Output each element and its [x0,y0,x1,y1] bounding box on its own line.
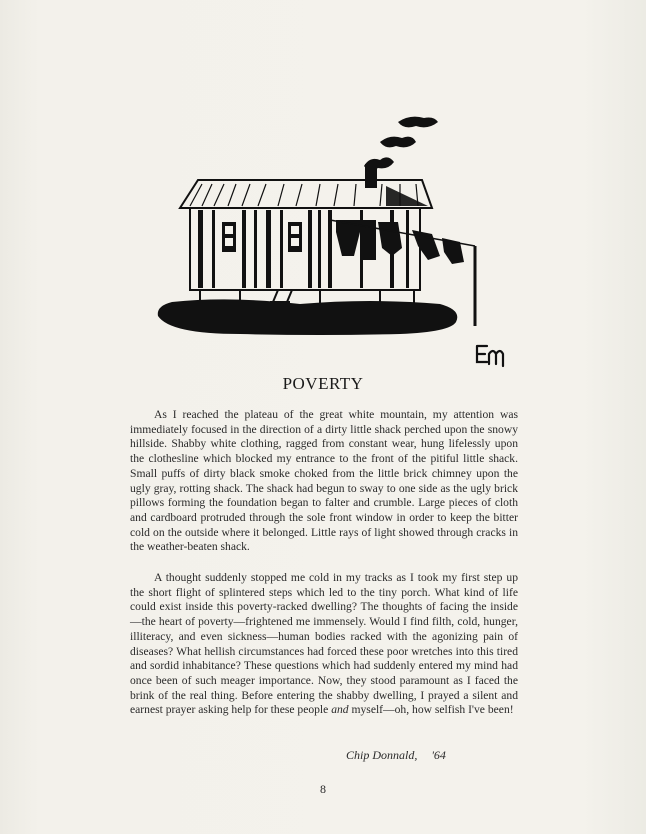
paragraph-2-text [130,571,518,718]
artist-signature [473,340,505,368]
window-center [288,222,302,252]
author-name: Chip Donnald, [346,748,418,762]
article-title: POVERTY [282,374,364,393]
paragraph-1-text: As I reached the plateau of the great white mountain, my attention was immediately focused in the direction of a dirty little shack perched upon the snowy hillside. Shabby white clothing, ragged from constant wear, hung lifelessly upon the clothesline which blocked my entrance to the front of the pitiful little shack. Small puffs of dirty black smoke choked from the little brick chimney upon the ugly gray, rotting shack. The shack had begun to sway to one side as the ugly brick pillows forming the foundation began to falter and crumble. Large pieces of cloth and cardboard protruded through the sole front window in order to keep the bitter cold on the outside where it belonged. Little rays of light showed through cracks in the weather-beaten shack. [130,408,518,554]
paragraph-1 [130,408,518,555]
paragraph-2-part-a: A thought suddenly stopped me cold in my tracks as I took my first step up the short flight of splintered steps which led to the tiny porch. What kind of life could exist inside this poverty-racked dwelling? The thoughts of facing the inside—the heart of poverty—frightened me immensely. Would I find filth, cold, hunger, illiteracy, and even sickness—human bodies racked with the agonizing pain of diseases? What hellish circumstances had forced these poor wretches into this tired and sordid inhabitance? These questions which had suddenly entered my mind had once been of such meager importance. Now, they stood paramount as I faced the brink of the real thing. Before entering the shabby dwelling, I prayed a silent and earnest prayer asking help for these people [130,571,518,717]
smoke [364,117,438,171]
chimney [365,164,377,188]
class-year: '64 [431,748,446,762]
shack-illustration [150,108,510,378]
window-left [222,222,236,252]
clothesline [336,220,464,264]
paragraph-2 [130,571,518,718]
author-byline [346,748,446,763]
ground-shadow [158,299,458,335]
paragraph-2-part-b: myself—oh, how selfish I've been! [348,703,514,717]
page-number: 8 [320,782,326,796]
paragraph-2-emphasis: and [331,703,349,717]
